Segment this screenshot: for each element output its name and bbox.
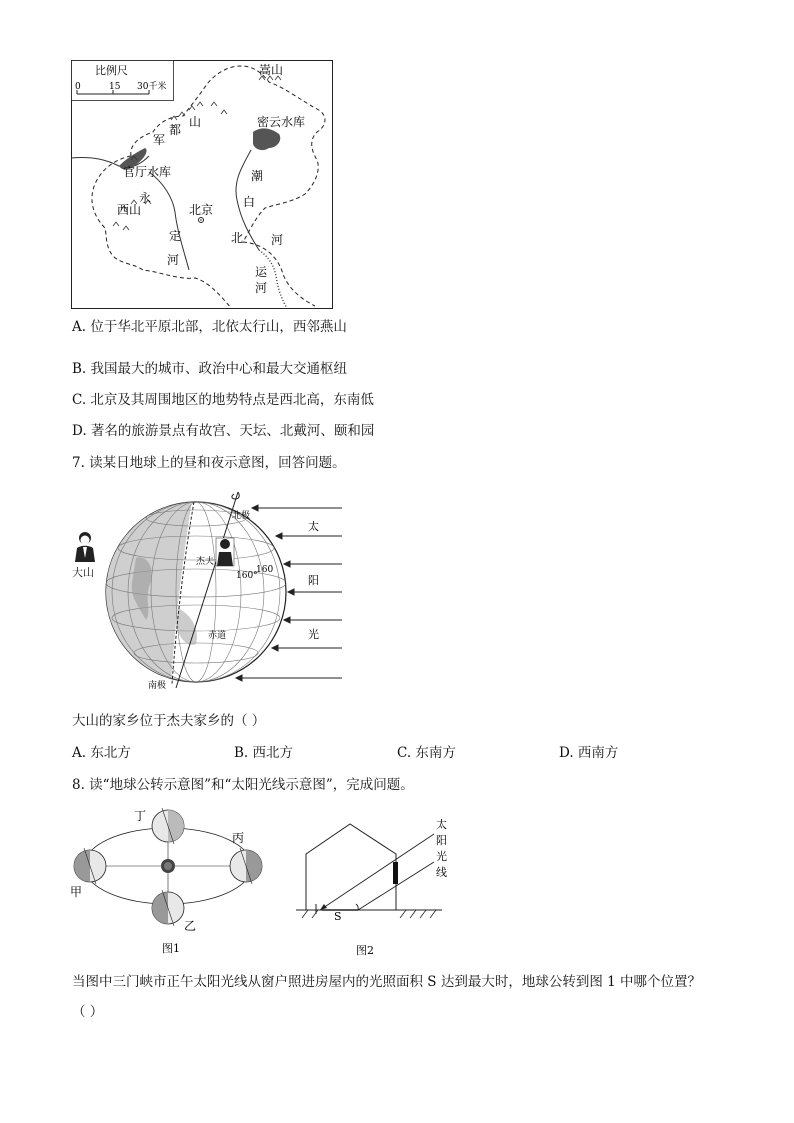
label-beiyun-1: 北 [231,231,244,245]
area-label: S [334,910,342,923]
earth-revolution-figure [66,800,276,960]
q7-option-a: A. 东北方 [72,745,131,761]
earth-jia [74,848,106,884]
sun-char-1: 太 [308,520,319,533]
q7-option-c: C. 东南方 [397,745,456,761]
house-sunlight-figure [296,814,456,962]
fig2-caption: 图2 [356,944,374,957]
label-guanting: 官厅水库 [123,165,172,179]
label-jundu-3: 山 [189,115,202,129]
person-dashan-icon [73,530,97,562]
beijing-map [71,60,333,309]
earth-ding [152,808,184,844]
label-xishan: 西山 [117,203,142,217]
south-pole-label: 南极 [148,681,167,691]
label-yongding-2: 定 [169,229,182,243]
label-chaobai-1: 潮 [251,169,264,183]
label-beijing: 北京 [189,203,214,217]
label-bing: 丙 [232,831,245,845]
scale-tick-15: 15 [109,82,121,92]
q6-option-d: D. 著名的旅游景点有故宫、天坛、北戴河、颐和园 [72,423,375,439]
sun-char-3: 光 [308,628,319,641]
q8-question: 当图中三门峡市正午太阳光线从窗户照进房屋内的光照面积 S 达到最大时，地球公转到图 1 中哪个位置？ [72,974,702,990]
label-beiyun-3: 河 [255,281,268,295]
label-yongding-3: 河 [167,253,180,267]
earth-yi [152,890,184,926]
label-jundu-2: 都 [169,123,182,137]
q8-answer-paren: （ ） [72,1004,104,1020]
label-chaobai-2: 白 [243,195,256,209]
fig1-caption: 图1 [162,942,180,955]
fig2-sun-2: 阳 [436,834,447,847]
label-songshan: 嵩山 [259,63,284,77]
sun-char-2: 阳 [308,574,319,587]
scale-tick-0: 0 [75,82,81,92]
label-yongding-1: 永 [139,191,152,205]
q7-option-b: B. 西北方 [234,745,294,761]
label-jia: 甲 [70,885,83,899]
label-beiyun-2: 运 [255,265,268,279]
label-miyun: 密云水库 [257,115,306,129]
q7-prompt: 7. 读某日地球上的昼和夜示意图，回答问题。 [72,455,346,471]
lon160b-label: 160° [236,571,258,581]
fig2-sun-1: 太 [436,818,447,831]
earth-bing [230,848,262,884]
person-dashan-label: 大山 [72,566,94,579]
person-right-label: 杰夫 [196,557,215,567]
q6-option-c: C. 北京及其周围地区的地势特点是西北高，东南低 [72,392,374,408]
north-pole-label: 北极 [232,511,251,521]
scale-tick-30: 30千米 [137,82,167,92]
label-ding: 丁 [134,809,147,823]
label-he: 河 [271,233,284,247]
fig2-sun-3: 光 [436,850,447,863]
day-night-globe [66,488,350,698]
q8-prompt: 8. 读“地球公转示意图”和“太阳光线示意图”，完成问题。 [72,777,414,793]
label-yi: 乙 [184,919,197,933]
q7-question: 大山的家乡位于杰夫家乡的（ ） [72,713,266,729]
scale-title: 比例尺 [95,64,128,77]
q6-option-b: B. 我国最大的城市、政治中心和最大交通枢纽 [72,361,348,377]
fig2-sun-4: 线 [436,866,447,879]
q7-option-d: D. 西南方 [559,745,619,761]
label-jundu-1: 军 [153,133,166,147]
equator-label: 赤道 [208,631,227,641]
q6-option-a: A. 位于华北平原北部，北依太行山，西邻燕山 [72,319,347,335]
lon160-label: 160 [256,565,274,575]
